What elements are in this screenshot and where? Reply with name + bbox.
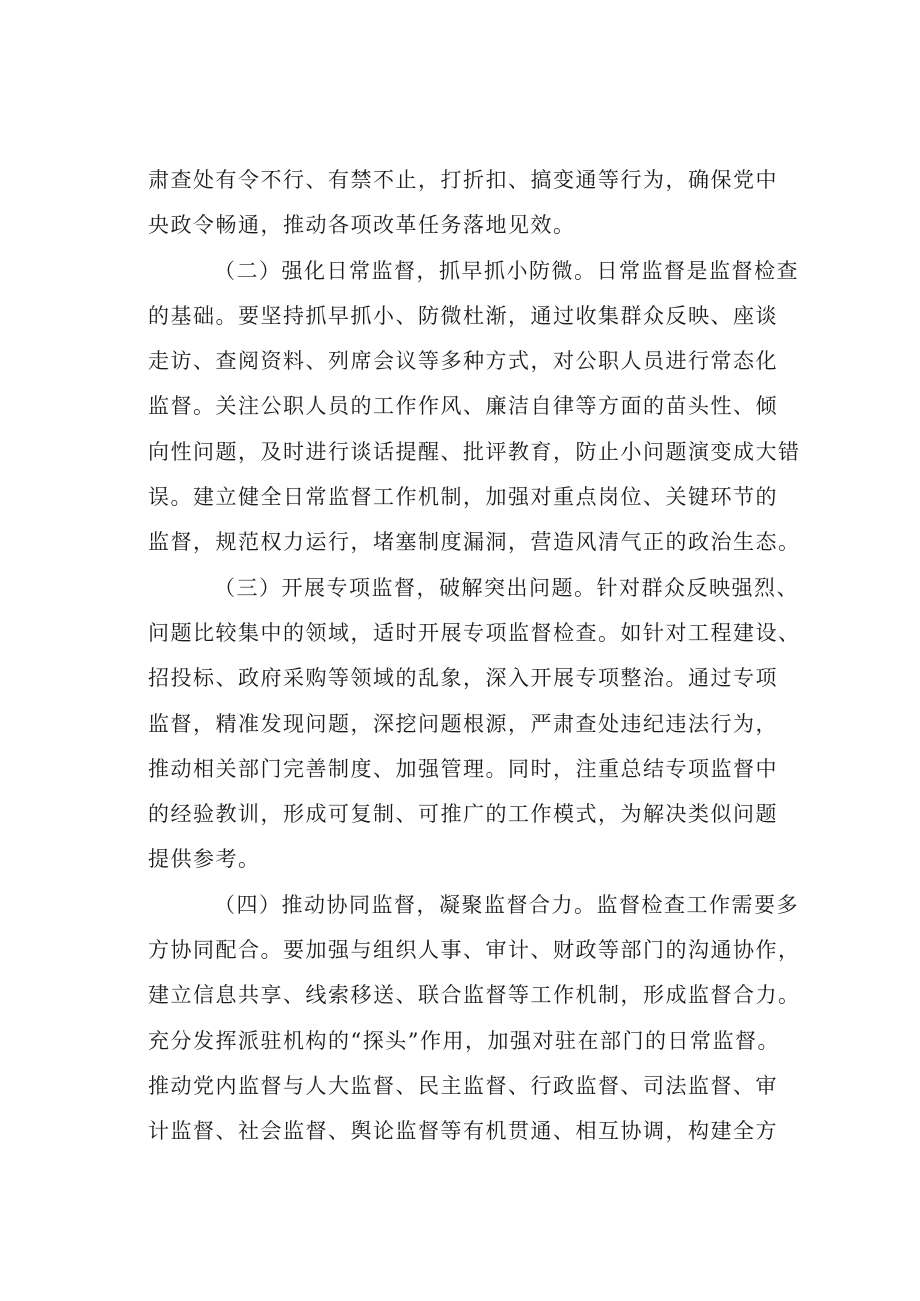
paragraph-line: 充分发挥派驻机构的“探头”作用，加强对驻在部门的日常监督。 — [148, 1028, 780, 1053]
paragraph-line: 的经验教训，形成可复制、可推广的工作模式，为解决类似问题 — [148, 802, 778, 827]
paragraph-line: 推动相关部门完善制度、加强管理。同时，注重总结专项监督中 — [148, 756, 778, 781]
paragraph-line: 建立信息共享、线索移送、联合监督等工作机制，形成监督合力。 — [148, 983, 801, 1008]
paragraph-line: （二）强化日常监督，抓早抓小防微。日常监督是监督检查 — [214, 258, 799, 283]
paragraph-line: 央政令畅通，推动各项改革任务落地见效。 — [148, 213, 576, 238]
paragraph-line: 提供参考。 — [148, 847, 261, 872]
paragraph-line: 走访、查阅资料、列席会议等多种方式，对公职人员进行常态化 — [148, 349, 778, 374]
paragraph-line: 问题比较集中的领域，适时开展专项监督检查。如针对工程建设、 — [148, 620, 801, 645]
paragraph-line: （三）开展专项监督，破解突出问题。针对群众反映强烈、 — [214, 575, 799, 600]
document-body — [148, 158, 800, 1155]
paragraph-line: 监督，规范权力运行，堵塞制度漏洞，营造风清气正的政治生态。 — [148, 530, 801, 555]
paragraph-line: 计监督、社会监督、舆论监督等有机贯通、相互协调，构建全方 — [148, 1119, 778, 1144]
paragraph-1 — [148, 158, 800, 249]
paragraph-4 — [148, 883, 800, 1155]
paragraph-line: 监督，精准发现问题，深挖问题根源，严肃查处违纪违法行为， — [148, 711, 778, 736]
paragraph-line: 推动党内监督与人大监督、民主监督、行政监督、司法监督、审 — [148, 1073, 778, 1098]
paragraph-line: 方协同配合。要加强与组织人事、审计、财政等部门的沟通协作， — [148, 938, 801, 963]
paragraph-line: 误。建立健全日常监督工作机制，加强对重点岗位、关键环节的 — [148, 485, 778, 510]
paragraph-line: 招投标、政府采购等领域的乱象，深入开展专项整治。通过专项 — [148, 666, 778, 691]
paragraph-line: 向性问题，及时进行谈话提醒、批评教育，防止小问题演变成大错 — [148, 439, 801, 464]
paragraph-line: 监督。关注公职人员的工作作风、廉洁自律等方面的苗头性、倾 — [148, 394, 778, 419]
paragraph-line: 肃查处有令不行、有禁不止，打折扣、搞变通等行为，确保党中 — [148, 168, 778, 192]
paragraph-line: （四）推动协同监督，凝聚监督合力。监督检查工作需要多 — [214, 892, 799, 917]
paragraph-line: 的基础。要坚持抓早抓小、防微杜渐，通过收集群众反映、座谈 — [148, 303, 778, 328]
paragraph-3 — [148, 566, 800, 883]
paragraph-2 — [148, 249, 800, 566]
